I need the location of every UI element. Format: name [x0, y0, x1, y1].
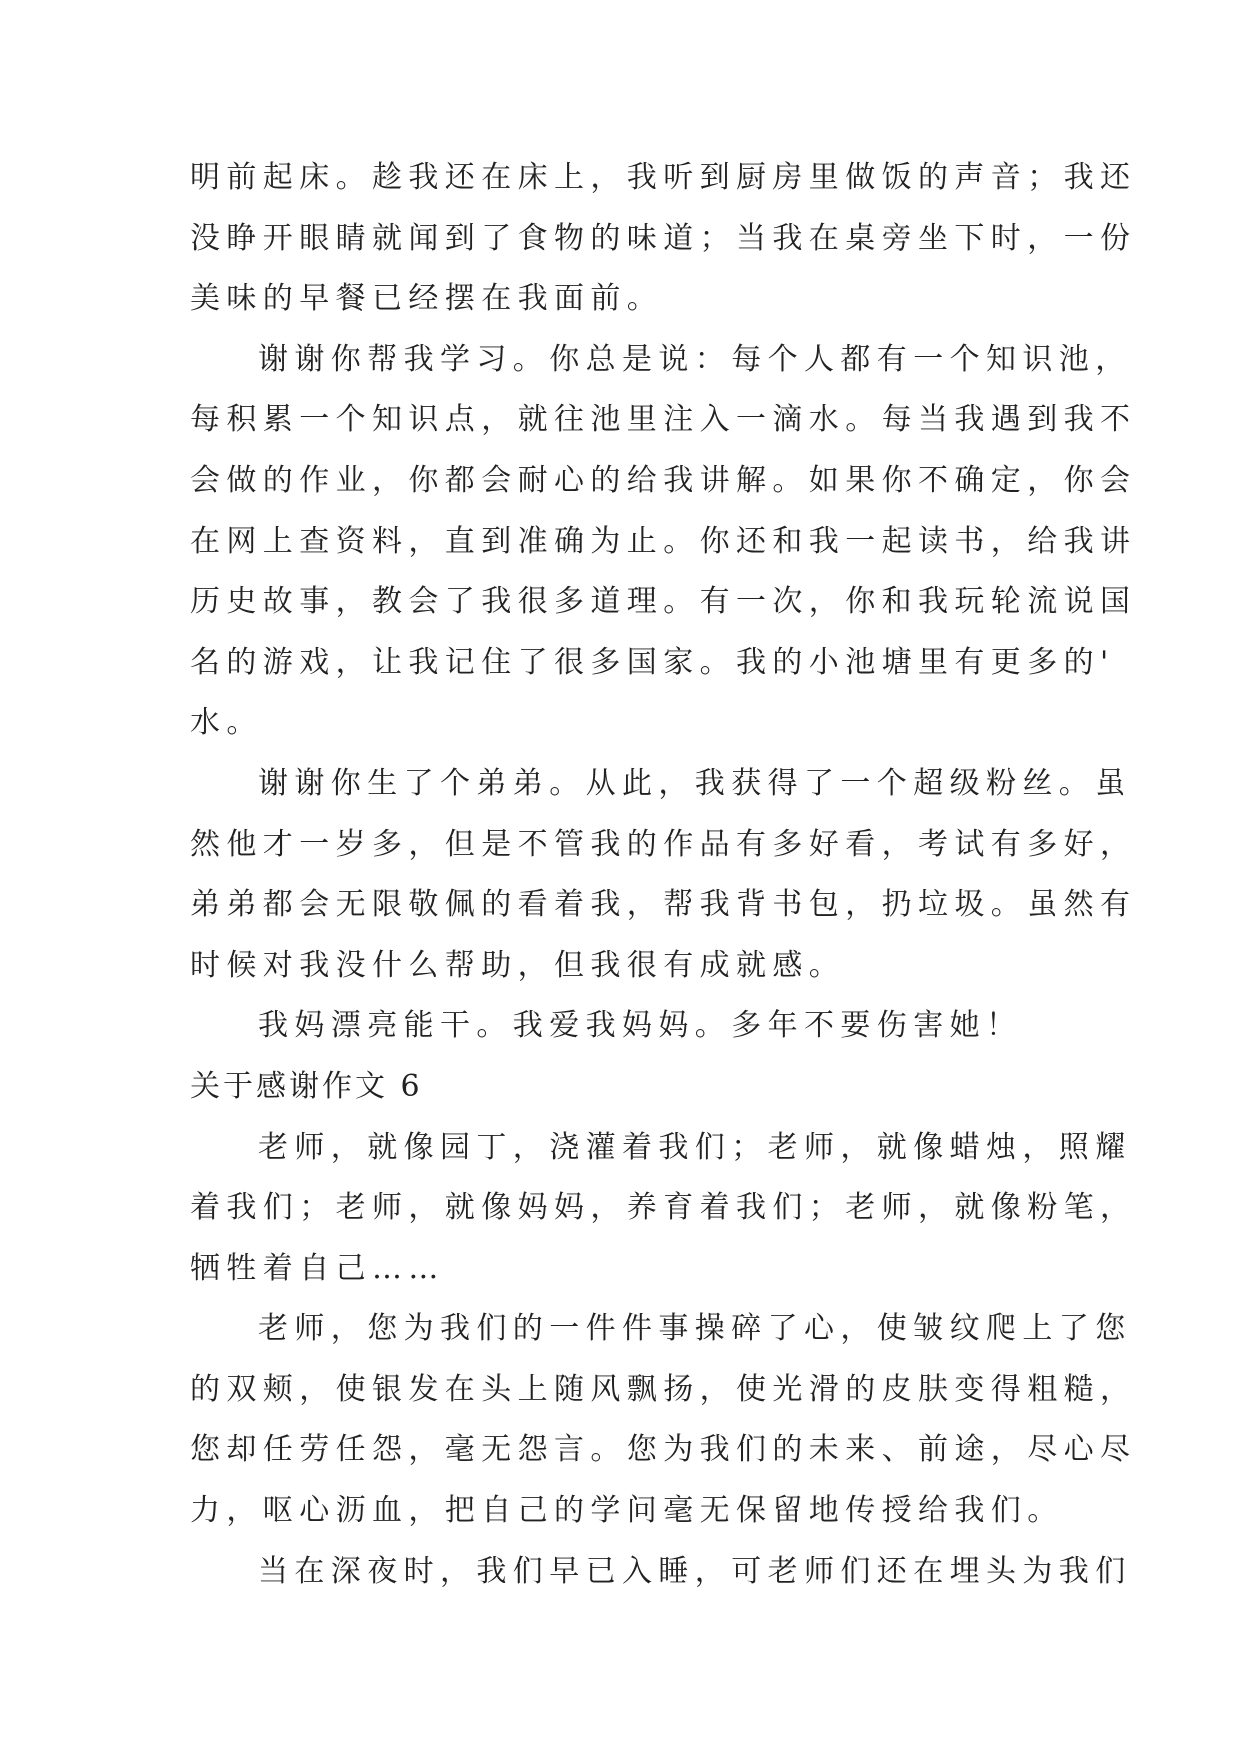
text-line: 没睁开眼睛就闻到了食物的味道；当我在桌旁坐下时，一份	[190, 220, 1137, 256]
paragraph-start-line: 老师，就像园丁，浇灌着我们；老师，就像蜡烛，照耀	[258, 1129, 1132, 1165]
text-line: 牺牲着自己……	[190, 1250, 445, 1286]
paragraph-start-line: 我妈漂亮能干。我爱我妈妈。多年不要伤害她！	[258, 1008, 1023, 1044]
text-line: 明前起床。趁我还在床上，我听到厨房里做饭的声音；我还	[190, 160, 1137, 195]
text-line: 会做的作业，你都会耐心的给我讲解。如果你不确定，你会	[190, 462, 1137, 498]
text-line: 弟弟都会无限敬佩的看着我，帮我背书包，扔垃圾。虽然有	[190, 887, 1137, 923]
text-line: 美味的早餐已经摆在我面前。	[190, 281, 664, 317]
paragraph-start-line: 谢谢你生了个弟弟。从此，我获得了一个超级粉丝。虽	[258, 765, 1132, 801]
section-heading: 关于感谢作文 6	[190, 1068, 423, 1104]
text-line: 历史故事，教会了我很多道理。有一次，你和我玩轮流说国	[190, 584, 1137, 620]
paragraph-start-line: 谢谢你帮我学习。你总是说：每个人都有一个知识池，	[258, 341, 1132, 377]
text-line: 每积累一个知识点，就往池里注入一滴水。每当我遇到我不	[190, 402, 1137, 438]
text-line: 在网上查资料，直到准确为止。你还和我一起读书，给我讲	[190, 523, 1137, 559]
text-line: 您却任劳任怨，毫无怨言。您为我们的未来、前途，尽心尽	[190, 1432, 1137, 1468]
text-line: 时候对我没什么帮助，但我很有成就感。	[190, 947, 846, 983]
paragraph-start-line: 当在深夜时，我们早已入睡，可老师们还在埋头为我们	[258, 1553, 1132, 1589]
paragraph-start-line: 老师，您为我们的一件件事操碎了心，使皱纹爬上了您	[258, 1311, 1132, 1347]
text-line: 水。	[190, 705, 263, 741]
essay-body	[190, 148, 1137, 1602]
text-line: 力，呕心沥血，把自己的学问毫无保留地传授给我们。	[190, 1493, 1064, 1529]
text-line: 的双颊，使银发在头上随风飘扬，使光滑的皮肤变得粗糙，	[190, 1371, 1137, 1407]
text-line: 然他才一岁多，但是不管我的作品有多好看，考试有多好，	[190, 826, 1137, 862]
text-line: 着我们；老师，就像妈妈，养育着我们；老师，就像粉笔，	[190, 1190, 1137, 1226]
text-line: 名的游戏，让我记住了很多国家。我的小池塘里有更多的'	[190, 644, 1115, 680]
